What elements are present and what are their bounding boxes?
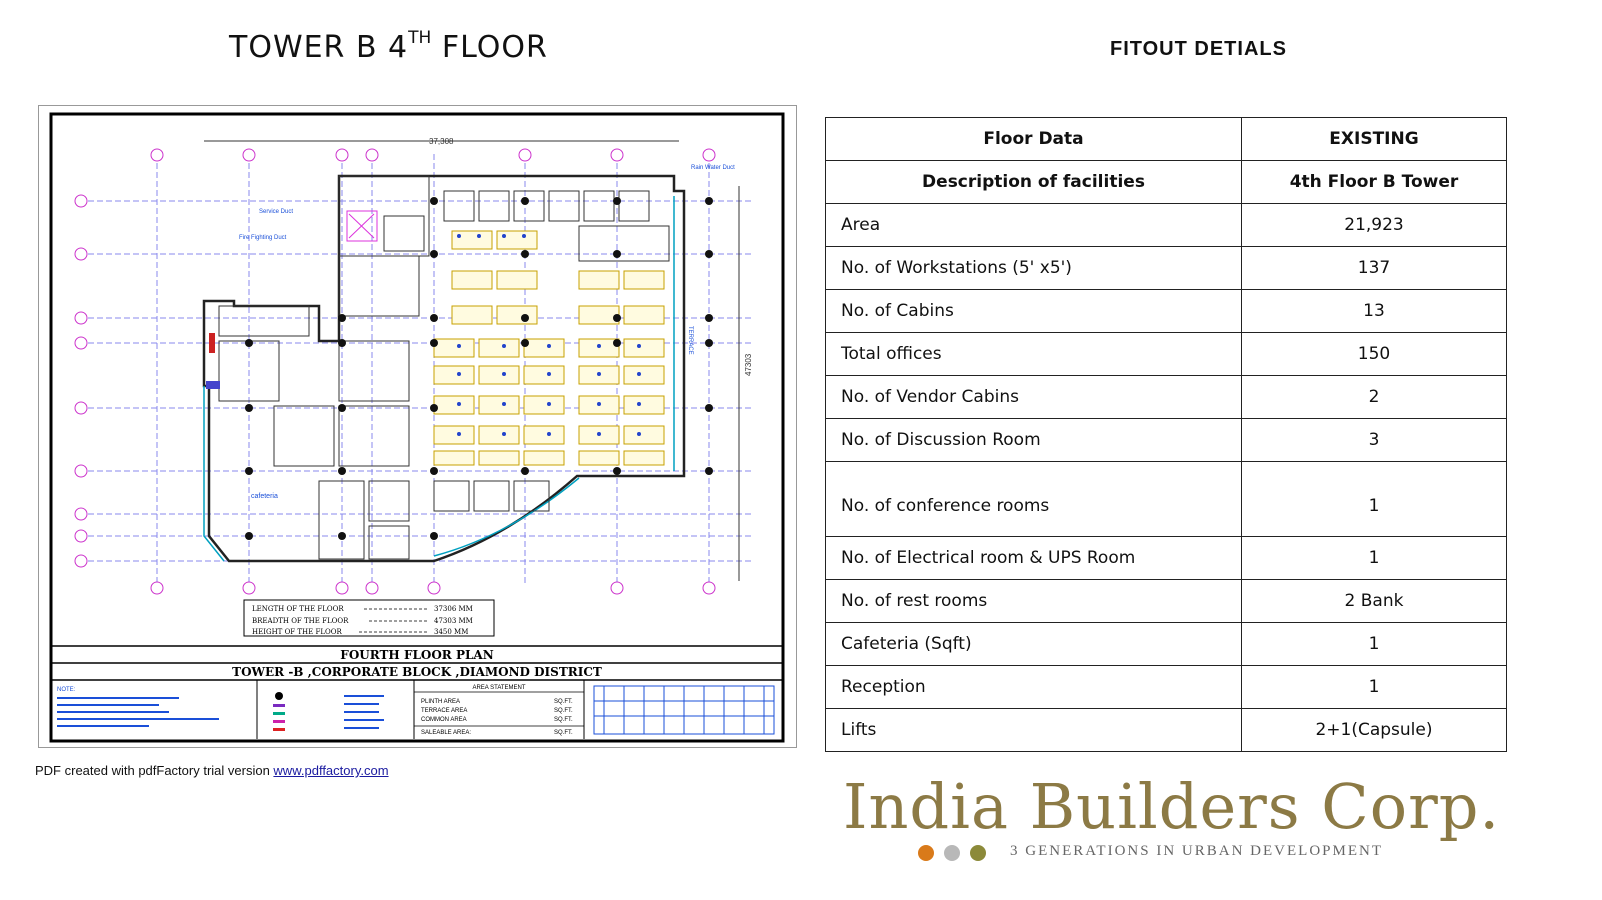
pdffactory-link[interactable]: www.pdffactory.com xyxy=(273,763,389,778)
table-row: Cafeteria (Sqft) 1 xyxy=(826,623,1507,666)
table-row: No. of Discussion Room 3 xyxy=(826,419,1507,462)
brand-tagline: 3 GENERATIONS IN URBAN DEVELOPMENT xyxy=(1010,843,1383,859)
fitout-title: FITOUT DETIALS xyxy=(1110,38,1287,60)
svg-text:SQ.FT.: SQ.FT. xyxy=(554,717,573,723)
fire-marker xyxy=(209,333,215,353)
shaft-marker xyxy=(206,381,220,389)
table-row: No. of Cabins 13 xyxy=(826,290,1507,333)
brand-dot-orange xyxy=(918,845,934,861)
table-row: No. of conference rooms 1 xyxy=(826,462,1507,537)
header-cell: Description of facilities xyxy=(826,161,1242,204)
table-row: No. of Electrical room & UPS Room 1 xyxy=(826,537,1507,580)
dim-height-label: HEIGHT OF THE FLOOR xyxy=(252,628,342,636)
dim-breadth-label: BREADTH OF THE FLOOR xyxy=(252,617,349,625)
dim-length-label: LENGTH OF THE FLOOR xyxy=(252,605,344,613)
header-cell: EXISTING xyxy=(1242,118,1507,161)
pdf-note: PDF created with pdfFactory trial version www.pdffactory.com xyxy=(35,763,389,778)
header-cell: 4th Floor B Tower xyxy=(1242,161,1507,204)
header-cell: Floor Data xyxy=(826,118,1242,161)
side-dimension-label: 47303 xyxy=(744,353,753,376)
core xyxy=(219,176,429,559)
dim-breadth-value: 47303 MM xyxy=(434,617,473,625)
tower-title: TOWER B 4TH FLOOR xyxy=(229,28,548,65)
service-duct-label: Service Duct xyxy=(259,209,294,215)
table-row: No. of rest rooms 2 Bank xyxy=(826,580,1507,623)
svg-text:PLINTH AREA: PLINTH AREA xyxy=(421,699,461,705)
plan-title: FOURTH FLOOR PLAN xyxy=(340,648,494,662)
table-row: No. of Workstations (5' x5') 137 xyxy=(826,247,1507,290)
brand-dot-olive xyxy=(970,845,986,861)
area-statement-title: AREA STATEMENT xyxy=(472,685,526,691)
cafeteria-label: cafeteria xyxy=(251,493,278,500)
note-title: NOTE: xyxy=(57,687,76,693)
table-row: No. of Vendor Cabins 2 xyxy=(826,376,1507,419)
svg-text:SQ.FT.: SQ.FT. xyxy=(554,708,573,714)
svg-text:SALEABLE AREA:: SALEABLE AREA: xyxy=(421,730,472,736)
svg-text:SQ.FT.: SQ.FT. xyxy=(554,699,573,705)
brand-logo: India Builders Corp. xyxy=(843,770,1501,843)
terrace-label: TERRACE xyxy=(687,326,693,355)
table-row: Area 21,923 xyxy=(826,204,1507,247)
floor-plan-svg xyxy=(39,106,796,747)
table-row: Total offices 150 xyxy=(826,333,1507,376)
svg-text:SQ.FT.: SQ.FT. xyxy=(554,730,573,736)
fitout-table xyxy=(825,117,1507,752)
top-dimension-label: 37,308 xyxy=(429,137,454,146)
dim-height-value: 3450 MM xyxy=(434,628,469,636)
svg-text:TERRACE AREA: TERRACE AREA xyxy=(421,708,468,714)
rain-water-duct-label: Rain Water Duct xyxy=(691,165,735,171)
table-row: Reception 1 xyxy=(826,666,1507,709)
sheet-border xyxy=(51,114,783,741)
table-header-row xyxy=(826,118,1507,161)
plan-subtitle: TOWER -B ,CORPORATE BLOCK ,DIAMOND DISTRICT xyxy=(232,665,602,679)
brand-dot-grey xyxy=(944,845,960,861)
table-row: Lifts 2+1(Capsule) xyxy=(826,709,1507,752)
key-plan xyxy=(594,686,774,734)
fire-duct-label: Fire Fighting Duct xyxy=(239,235,287,241)
table-header-row xyxy=(826,161,1507,204)
dim-length-value: 37306 MM xyxy=(434,605,473,613)
floor-plan-drawing xyxy=(38,105,797,748)
svg-text:COMMON AREA: COMMON AREA xyxy=(421,717,467,723)
